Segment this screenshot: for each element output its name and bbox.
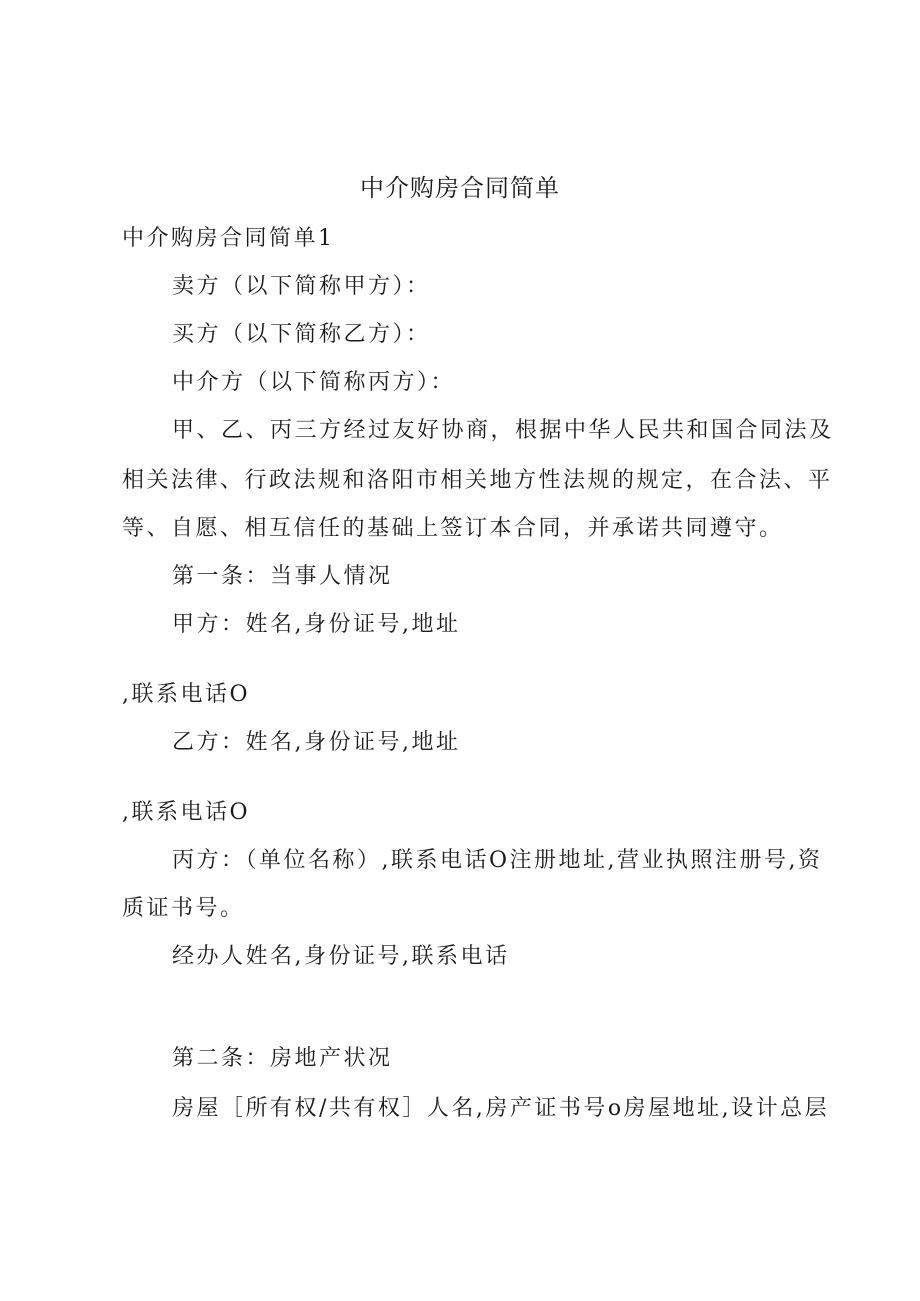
seller-line: 卖方（以下简称甲方）： (172, 274, 431, 299)
party-a-info: 甲方：姓名,身份证号,地址 (172, 612, 461, 637)
agent-line: 中介方（以下简称丙方）： (172, 370, 456, 395)
handler-info: 经办人姓名,身份证号,联系电话 (172, 944, 510, 969)
preamble-line-1: 甲、乙、丙三方经过友好协商，根据中华人民共和国合同法及 (172, 418, 834, 443)
document-subtitle: 中介购房合同简单1 (122, 226, 335, 251)
party-b-info: 乙方：姓名,身份证号,地址 (172, 730, 461, 755)
article-1-heading: 第一条：当事人情况 (172, 564, 393, 589)
party-b-phone: ,联系电话O (122, 800, 251, 825)
party-c-info-line-1: 丙方：（单位名称）,联系电话O注册地址,营业执照注册号,资 (172, 848, 823, 873)
property-info: 房屋［所有权/共有权］人名,房产证书号o房屋地址,设计总层 (172, 1096, 830, 1121)
preamble-line-3: 等、自愿、相互信任的基础上签订本合同，并承诺共同遵守。 (122, 516, 784, 541)
party-a-phone: ,联系电话O (122, 682, 251, 707)
document-title: 中介购房合同简单 (360, 174, 560, 202)
buyer-line: 买方（以下简称乙方）： (172, 322, 431, 347)
preamble-line-2: 相关法律、行政法规和洛阳市相关地方性法规的规定，在合法、平 (122, 468, 833, 493)
article-2-heading: 第二条：房地产状况 (172, 1046, 393, 1071)
party-c-info-line-2: 质证书号。 (122, 896, 245, 921)
